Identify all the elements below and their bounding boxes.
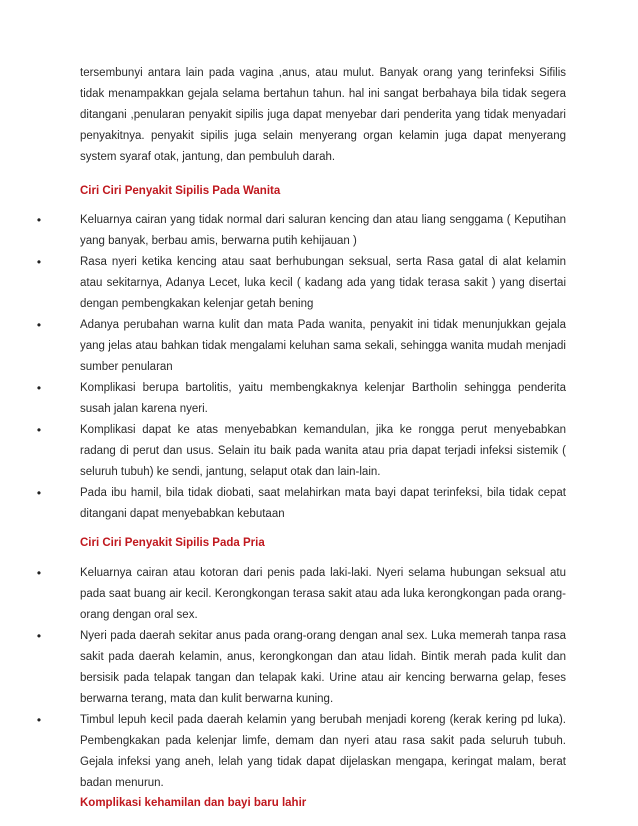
bullet-icon: • xyxy=(36,713,42,727)
list-item xyxy=(36,210,566,252)
list-item-text: Komplikasi dapat ke atas menyebabkan kemandulan, jika ke rongga perut menyebabkan radang di perut dan usus. Selain itu baik pada wanita atau pria dapat terjadi infeksi sistemik ( seluruh tubuh) ke sendi, jantung, selaput otak dan lain-lain. xyxy=(80,424,566,478)
heading-pregnancy: Komplikasi kehamilan dan bayi baru lahir xyxy=(80,797,307,809)
list-item xyxy=(36,378,566,420)
bullet-icon: • xyxy=(36,381,42,395)
bullet-icon: • xyxy=(36,255,42,269)
bullet-icon: • xyxy=(36,629,42,643)
list-item xyxy=(36,252,566,315)
list-item-text: Nyeri pada daerah sekitar anus pada orang-orang dengan anal sex. Luka memerah tanpa rasa sakit pada daerah kelamin, anus, kerongkongan dan atau lidah. Bintik merah pada kulit dan bersisik pada telapak tangan dan telapak kaki. Urine atau air kencing berwarna gelap, feses berwarna terang, mata dan kulit berwarna kuning. xyxy=(80,630,566,705)
bullet-icon: • xyxy=(36,213,42,227)
list-item-text: Pada ibu hamil, bila tidak diobati, saat melahirkan mata bayi dapat terinfeksi, bila tidak cepat ditangani dapat menyebabkan kebutaan xyxy=(80,487,566,520)
list-item-text: Keluarnya cairan yang tidak normal dari saluran kencing dan atau liang senggama ( Keputihan yang banyak, berbau amis, berwarna putih kehijauan ) xyxy=(80,214,566,247)
list-item xyxy=(36,710,566,794)
list-item-text: Komplikasi berupa bartolitis, yaitu membengkaknya kelenjar Bartholin sehingga penderita susah jalan karena nyeri. xyxy=(80,382,566,415)
list-item-text: Rasa nyeri ketika kencing atau saat berhubungan seksual, serta Rasa gatal di alat kelamin atau sekitarnya, Adanya Lecet, luka kecil ( kadang ada yang tidak terasa sakit ) yang disertai dengan pembengkakan kelenjar getah bening xyxy=(80,256,566,310)
list-item xyxy=(36,420,566,483)
list-item xyxy=(36,315,566,378)
bullet-icon: • xyxy=(36,486,42,500)
list-item-text: Timbul lepuh kecil pada daerah kelamin yang berubah menjadi koreng (kerak kering pd luka). Pembengkakan pada kelenjar limfe, demam dan nyeri atau rasa sakit pada seluruh tubuh. Gejala infeksi yang aneh, lelah yang tidak dapat dijelaskan mengapa, keringat malam, berat badan menurun. xyxy=(80,714,566,789)
bullet-icon: • xyxy=(36,566,42,580)
list-item xyxy=(36,626,566,710)
list-item xyxy=(36,563,566,626)
intro-paragraph: tersembunyi antara lain pada vagina ,anus, atau mulut. Banyak orang yang terinfeksi Sifilis tidak menampakkan gejala selama bertahun tahun. hal ini sangat berbahaya bila tidak segera ditangani ,penularan penyakit sipilis juga dapat menyebar dari penderita yang tidak menyadari penyakitnya. penyakit sipilis juga selain menyerang organ kelamin juga dapat menyerang system syaraf otak, jantung, dan pembuluh darah. xyxy=(80,67,566,163)
list-item xyxy=(36,483,566,525)
heading-women: Ciri Ciri Penyakit Sipilis Pada Wanita xyxy=(80,185,281,197)
heading-men: Ciri Ciri Penyakit Sipilis Pada Pria xyxy=(80,537,265,549)
list-item-text: Keluarnya cairan atau kotoran dari penis pada laki-laki. Nyeri selama hubungan seksual atu pada saat buang air kecil. Kerongkongan terasa sakit atau ada luka kerongkongan pada orang-orang dengan oral sex. xyxy=(80,567,566,621)
list-item-text: Adanya perubahan warna kulit dan mata Pada wanita, penyakit ini tidak menunjukkan gejala yang jelas atau bahkan tidak mengalami keluhan sama sekali, sehingga wanita mudah menjadi sumber penularan xyxy=(80,319,566,373)
bullet-icon: • xyxy=(36,318,42,332)
bullet-icon: • xyxy=(36,423,42,437)
